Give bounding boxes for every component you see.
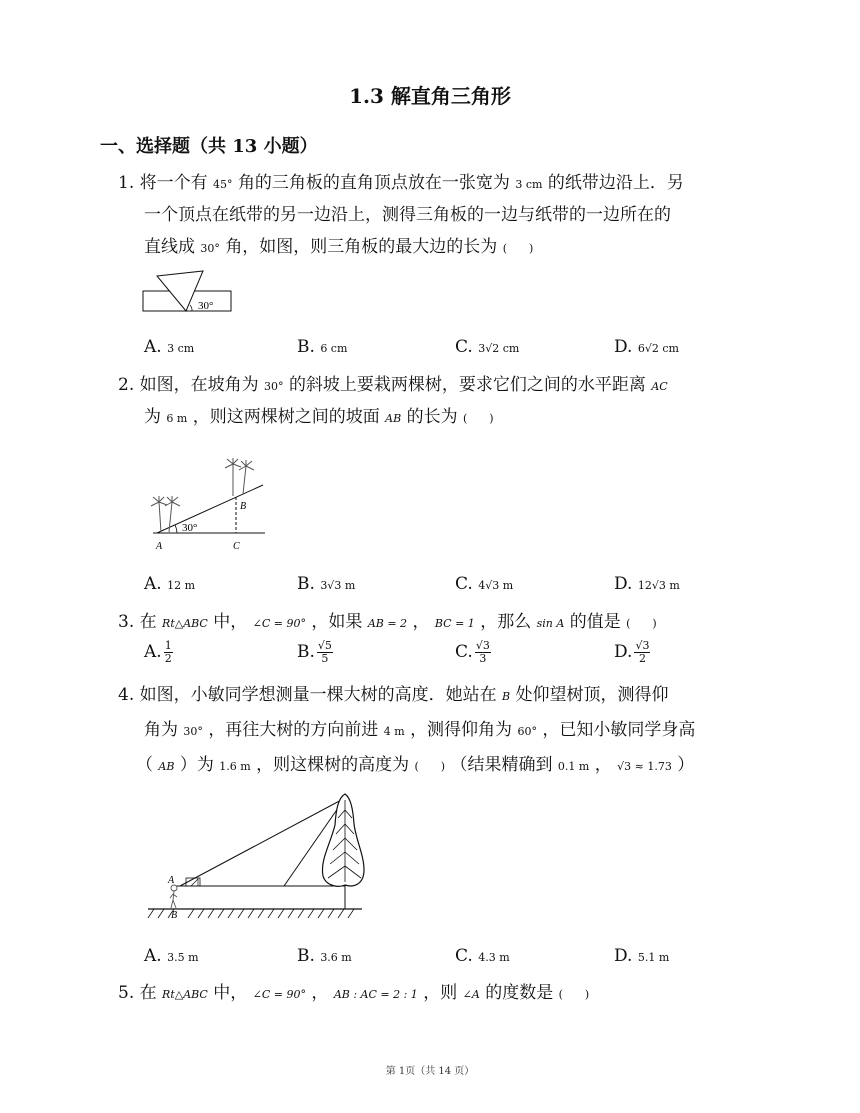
question-4-line-1: 4. 如图，小敏同学想测量一棵大树的高度．她站在 B 处仰望树顶，测得仰 <box>118 685 669 705</box>
slope-line <box>157 485 263 533</box>
person-icon <box>170 885 177 908</box>
point-b-label: B <box>240 501 247 512</box>
question-4-option-b[interactable]: B. 3.6 m <box>297 946 352 966</box>
question-3-option-b[interactable]: B. $\frac{√5}{5}$ <box>297 639 332 665</box>
question-2-line-1: 2. 如图，在坡角为 30° 的斜坡上要栽两棵树，要求它们之间的水平距离 AC <box>118 375 668 395</box>
angle-label: 30° <box>198 300 214 312</box>
question-2-option-c[interactable]: C. 4√3 m <box>455 574 514 594</box>
question-3-option-d[interactable]: D. $\frac{√3}{2}$ <box>614 639 650 665</box>
question-1-figure <box>140 268 240 318</box>
point-c-label: C <box>233 541 240 552</box>
question-1-option-b[interactable]: B. 6 cm <box>297 337 348 357</box>
question-3-option-a[interactable]: A. $\frac{1}{2}$ <box>144 639 172 665</box>
question-1-line-3: 直线成 30° 角，如图，则三角板的最大边的长为 ( ) <box>144 237 534 257</box>
tree-icon <box>225 458 254 496</box>
question-1-line-1: 1. 将一个有 45° 角的三角板的直角顶点放在一张宽为 3 cm 的纸带边沿上．另 <box>118 173 684 193</box>
question-4-line-2: 角为 30° ，再往大树的方向前进 4 m ，测得仰角为 60° ，已知小敏同学身高 <box>144 720 696 740</box>
ground-hatching <box>148 909 354 918</box>
question-3-option-c[interactable]: C. $\frac{√3}{3}$ <box>455 639 490 665</box>
point-b-label: B <box>171 910 178 921</box>
question-2-option-a[interactable]: A. 12 m <box>144 574 196 594</box>
question-2-option-d[interactable]: D. 12√3 m <box>614 574 680 594</box>
question-2-option-b[interactable]: B. 3√3 m <box>297 574 356 594</box>
question-1-line-2: 一个顶点在纸带的另一边沿上，测得三角板的一边与纸带的一边所在的 <box>144 205 671 225</box>
question-4-option-c[interactable]: C. 4.3 m <box>455 946 510 966</box>
point-a-label: A <box>156 541 163 552</box>
question-1-option-c[interactable]: C. 3√2 cm <box>455 337 520 357</box>
question-1-option-d[interactable]: D. 6√2 cm <box>614 337 679 357</box>
point-a-label: A <box>168 875 175 886</box>
page-title: 1.3 解直角三角形 <box>349 84 511 108</box>
section-heading: 一、选择题（共 13 小题） <box>100 136 318 157</box>
question-2-line-2: 为 6 m ，则这两棵树之间的坡面 AB 的长为 ( ) <box>144 407 494 427</box>
question-5-line-1: 5. 在 Rt△ABC 中， ∠C = 90° ， AB : AC = 2 : 1 ，则 ∠A 的度数是 ( ) <box>118 983 590 1003</box>
page-footer: 第 1页（共 14 页） <box>385 1066 475 1077</box>
question-4-figure <box>140 790 380 930</box>
question-1-option-a[interactable]: A. 3 cm <box>144 337 195 357</box>
angle-label: 30° <box>182 522 198 534</box>
question-3-line-1: 3. 在 Rt△ABC 中， ∠C = 90° ，如果 AB = 2 ， BC = 1 ，那么 sin A 的值是 ( ) <box>118 612 657 632</box>
question-2-figure <box>145 452 270 552</box>
question-4-line-3: （ AB ）为 1.6 m ，则这棵树的高度为 ( ) （结果精确到 0.1 m ， √3 ≈ 1.73 ） <box>136 755 695 775</box>
question-4-option-d[interactable]: D. 5.1 m <box>614 946 670 966</box>
question-4-option-a[interactable]: A. 3.5 m <box>144 946 199 966</box>
sight-line-30 <box>180 798 345 886</box>
